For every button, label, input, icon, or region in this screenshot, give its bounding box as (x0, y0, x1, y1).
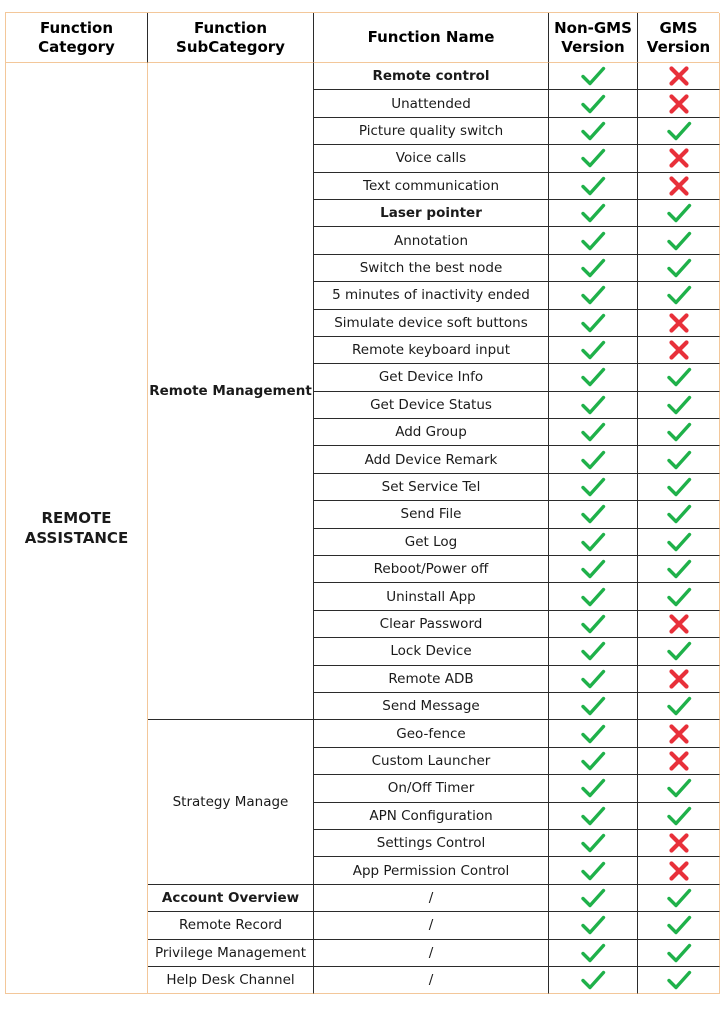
non-gms-support-cell (549, 474, 638, 501)
gms-support-cell (638, 392, 720, 419)
subcategory-remote-record: Remote Record (148, 912, 314, 939)
header-function-category (6, 13, 148, 63)
gms-support-cell (638, 666, 720, 693)
non-gms-support-cell (549, 392, 638, 419)
gms-support-cell (638, 803, 720, 830)
function-name-cell: Geo-fence (314, 720, 549, 747)
check-icon (580, 556, 606, 582)
subcategory-privilege-management: Privilege Management (148, 940, 314, 967)
check-icon (580, 447, 606, 473)
gms-support-cell (638, 364, 720, 391)
function-name-cell: / (314, 885, 549, 912)
non-gms-support-cell (549, 419, 638, 446)
non-gms-support-cell (549, 967, 638, 994)
check-icon (580, 337, 606, 363)
gms-support-cell (638, 173, 720, 200)
non-gms-support-cell (549, 337, 638, 364)
check-icon (580, 967, 606, 993)
check-icon (580, 666, 606, 692)
non-gms-support-cell (549, 583, 638, 610)
non-gms-support-cell (549, 940, 638, 967)
function-name-cell: Add Device Remark (314, 446, 549, 473)
gms-support-cell (638, 556, 720, 583)
function-name-cell: Add Group (314, 419, 549, 446)
subcategory-help-desk-channel: Help Desk Channel (148, 967, 314, 994)
function-name-cell: Remote control (314, 63, 549, 90)
function-name-cell: App Permission Control (314, 857, 549, 884)
function-name-cell: Picture quality switch (314, 118, 549, 145)
non-gms-support-cell (549, 830, 638, 857)
check-icon (580, 91, 606, 117)
check-icon (580, 419, 606, 445)
check-icon (580, 364, 606, 390)
cross-icon (666, 666, 692, 692)
check-icon (580, 940, 606, 966)
check-icon (580, 63, 606, 89)
check-icon (666, 638, 692, 664)
check-icon (666, 775, 692, 801)
gms-support-cell (638, 501, 720, 528)
cross-icon (666, 173, 692, 199)
check-icon (666, 282, 692, 308)
cross-icon (666, 145, 692, 171)
gms-support-cell (638, 282, 720, 309)
check-icon (580, 721, 606, 747)
non-gms-support-cell (549, 310, 638, 337)
non-gms-support-cell (549, 556, 638, 583)
non-gms-support-cell (549, 720, 638, 747)
function-name-cell: Unattended (314, 90, 549, 117)
check-icon (580, 118, 606, 144)
cross-icon (666, 63, 692, 89)
check-icon (666, 419, 692, 445)
function-name-cell: Set Service Tel (314, 474, 549, 501)
check-icon (580, 200, 606, 226)
non-gms-support-cell (549, 912, 638, 939)
non-gms-support-cell (549, 748, 638, 775)
check-icon (666, 885, 692, 911)
non-gms-support-cell (549, 501, 638, 528)
check-icon (666, 529, 692, 555)
function-name-cell: / (314, 967, 549, 994)
check-icon (666, 501, 692, 527)
check-icon (666, 364, 692, 390)
non-gms-support-cell (549, 227, 638, 254)
gms-support-cell (638, 611, 720, 638)
cross-icon (666, 721, 692, 747)
gms-support-cell (638, 227, 720, 254)
function-name-cell: Laser pointer (314, 200, 549, 227)
function-name-cell: Switch the best node (314, 255, 549, 282)
non-gms-support-cell (549, 145, 638, 172)
header-line: GMS (659, 18, 698, 37)
function-name-cell: Lock Device (314, 638, 549, 665)
non-gms-support-cell (549, 255, 638, 282)
check-icon (580, 775, 606, 801)
cross-icon (666, 91, 692, 117)
non-gms-support-cell (549, 90, 638, 117)
category-line: REMOTE (41, 509, 112, 528)
check-icon (580, 830, 606, 856)
gms-support-cell (638, 529, 720, 556)
check-icon (666, 200, 692, 226)
non-gms-support-cell (549, 446, 638, 473)
check-icon (580, 693, 606, 719)
cross-icon (666, 748, 692, 774)
check-icon (580, 474, 606, 500)
gms-support-cell (638, 830, 720, 857)
header-non-gms-version (549, 13, 638, 63)
function-name-cell: Annotation (314, 227, 549, 254)
cross-icon (666, 310, 692, 336)
non-gms-support-cell (549, 529, 638, 556)
check-icon (580, 228, 606, 254)
check-icon (666, 693, 692, 719)
check-icon (666, 255, 692, 281)
function-name-cell: Settings Control (314, 830, 549, 857)
check-icon (580, 173, 606, 199)
gms-support-cell (638, 310, 720, 337)
header-function-name: Function Name (314, 13, 549, 63)
feature-comparison-table (5, 12, 719, 994)
non-gms-support-cell (549, 775, 638, 802)
gms-support-cell (638, 583, 720, 610)
cross-icon (666, 611, 692, 637)
gms-support-cell (638, 748, 720, 775)
gms-support-cell (638, 940, 720, 967)
check-icon (666, 584, 692, 610)
check-icon (666, 474, 692, 500)
check-icon (580, 803, 606, 829)
gms-support-cell (638, 446, 720, 473)
check-icon (666, 940, 692, 966)
header-line: Function (193, 18, 268, 37)
category-cell (6, 63, 148, 994)
function-name-cell: Clear Password (314, 611, 549, 638)
gms-support-cell (638, 419, 720, 446)
non-gms-support-cell (549, 63, 638, 90)
gms-support-cell (638, 145, 720, 172)
function-name-cell: / (314, 912, 549, 939)
check-icon (580, 145, 606, 171)
gms-support-cell (638, 638, 720, 665)
gms-support-cell (638, 255, 720, 282)
check-icon (580, 255, 606, 281)
non-gms-support-cell (549, 611, 638, 638)
function-name-cell: Uninstall App (314, 583, 549, 610)
function-name-cell: 5 minutes of inactivity ended (314, 282, 549, 309)
subcategory-account-overview: Account Overview (148, 885, 314, 912)
check-icon (580, 885, 606, 911)
gms-support-cell (638, 693, 720, 720)
non-gms-support-cell (549, 803, 638, 830)
check-icon (666, 912, 692, 938)
non-gms-support-cell (549, 666, 638, 693)
non-gms-support-cell (549, 364, 638, 391)
function-name-cell: Voice calls (314, 145, 549, 172)
non-gms-support-cell (549, 200, 638, 227)
cross-icon (666, 858, 692, 884)
check-icon (666, 392, 692, 418)
check-icon (666, 803, 692, 829)
check-icon (580, 748, 606, 774)
function-name-cell: Reboot/Power off (314, 556, 549, 583)
gms-support-cell (638, 885, 720, 912)
function-name-cell: Send Message (314, 693, 549, 720)
function-name-cell: Custom Launcher (314, 748, 549, 775)
gms-support-cell (638, 118, 720, 145)
non-gms-support-cell (549, 693, 638, 720)
check-icon (580, 392, 606, 418)
function-name-cell: / (314, 940, 549, 967)
cross-icon (666, 337, 692, 363)
header-line: Function (39, 18, 114, 37)
non-gms-support-cell (549, 173, 638, 200)
gms-support-cell (638, 720, 720, 747)
non-gms-support-cell (549, 282, 638, 309)
function-name-cell: Send File (314, 501, 549, 528)
function-name-cell: On/Off Timer (314, 775, 549, 802)
gms-support-cell (638, 474, 720, 501)
gms-support-cell (638, 63, 720, 90)
function-name-cell: Get Device Status (314, 392, 549, 419)
function-name-cell: Get Device Info (314, 364, 549, 391)
check-icon (580, 858, 606, 884)
header-line: Version (561, 37, 625, 56)
gms-support-cell (638, 337, 720, 364)
check-icon (580, 611, 606, 637)
check-icon (580, 282, 606, 308)
check-icon (580, 638, 606, 664)
gms-support-cell (638, 967, 720, 994)
header-function-subcategory (148, 13, 314, 63)
function-name-cell: Text communication (314, 173, 549, 200)
check-icon (666, 967, 692, 993)
header-gms-version (638, 13, 720, 63)
check-icon (666, 447, 692, 473)
header-line: SubCategory (176, 37, 285, 56)
non-gms-support-cell (549, 118, 638, 145)
function-name-cell: APN Configuration (314, 803, 549, 830)
gms-support-cell (638, 912, 720, 939)
header-line: Non-GMS (554, 18, 632, 37)
subcategory-strategy-manage: Strategy Manage (148, 720, 314, 884)
check-icon (666, 228, 692, 254)
non-gms-support-cell (549, 638, 638, 665)
check-icon (666, 118, 692, 144)
non-gms-support-cell (549, 885, 638, 912)
function-name-cell: Remote keyboard input (314, 337, 549, 364)
category-line: ASSISTANCE (24, 529, 129, 548)
cross-icon (666, 830, 692, 856)
gms-support-cell (638, 90, 720, 117)
check-icon (666, 556, 692, 582)
check-icon (580, 501, 606, 527)
function-name-cell: Get Log (314, 529, 549, 556)
function-name-cell: Remote ADB (314, 666, 549, 693)
check-icon (580, 912, 606, 938)
gms-support-cell (638, 857, 720, 884)
subcategory-remote-management: Remote Management (148, 63, 314, 720)
non-gms-support-cell (549, 857, 638, 884)
header-line: Version (646, 37, 711, 56)
gms-support-cell (638, 200, 720, 227)
check-icon (580, 584, 606, 610)
gms-support-cell (638, 775, 720, 802)
function-name-cell: Simulate device soft buttons (314, 310, 549, 337)
check-icon (580, 529, 606, 555)
header-line: Category (38, 37, 115, 56)
check-icon (580, 310, 606, 336)
